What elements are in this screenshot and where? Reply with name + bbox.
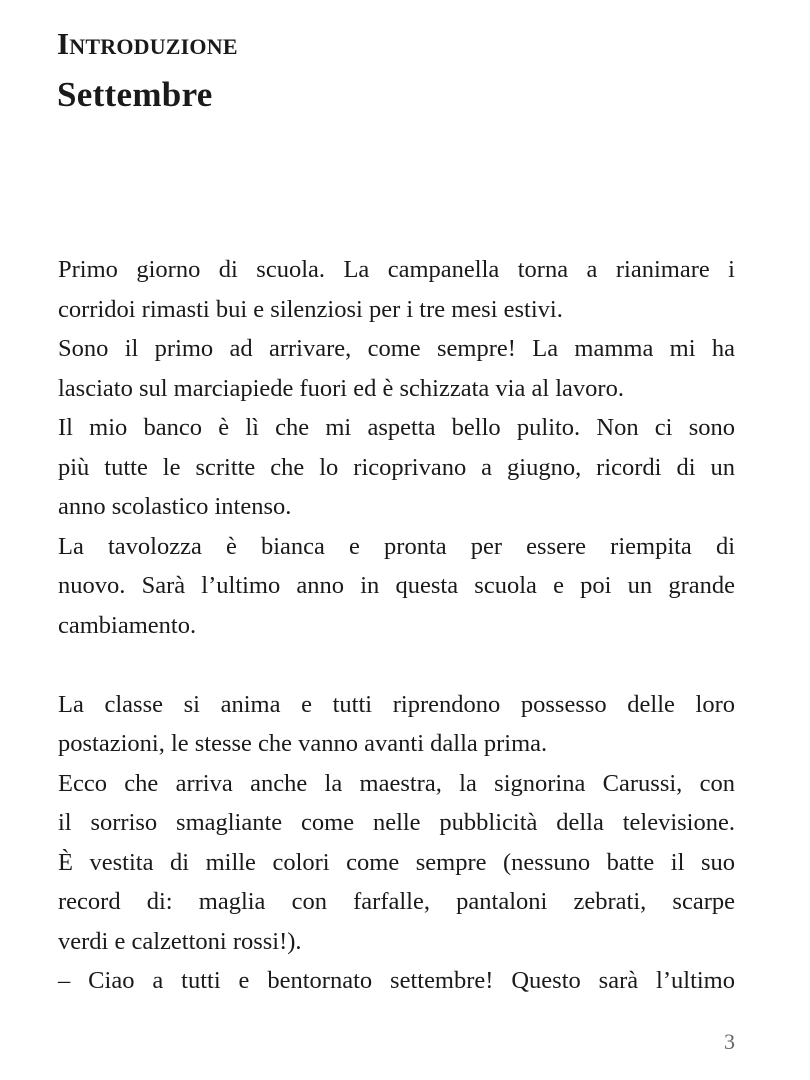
text-line: cambiamento. [58,611,197,639]
text-line: verdi e calzettoni rossi!). [58,927,302,955]
text-line: Il mio banco è lì che mi aspetta bello pulito. Non ci sono [58,414,735,441]
text-line: più tutte le scritte che lo ricoprivano a giugno, ricordi di un [58,453,735,481]
text-line: corridoi rimasti bui e silenziosi per i tre mesi estivi. [58,295,563,323]
text-line: Sono il primo ad arrivare, come sempre! La mamma mi ha [58,335,735,362]
text-line: La classe si anima e tutti riprendono possesso delle loro [58,690,735,718]
text-line: anno scolastico intenso. [58,493,292,520]
text-line: – Ciao a tutti e bentornato settembre! Questo sarà l’ultimo [58,967,735,994]
text-line: È vestita di mille colori come sempre (nessuno batte il suo [58,848,735,876]
page-number: 3 [724,1029,735,1054]
text-line: Primo giorno di scuola. La campanella torna a rianimare i [58,256,735,283]
text-line: nuovo. Sarà l’ultimo anno in questa scuola e poi un grande [58,572,735,599]
chapter-label: Introduzione [57,26,238,61]
text-line: postazioni, le stesse che vanno avanti dalla prima. [58,730,548,757]
paragraph-break [58,645,735,685]
chapter-title: Settembre [57,75,213,114]
text-line: record di: maglia con farfalle, pantaloni zebrati, scarpe [58,888,735,915]
body-text [58,250,735,1001]
text-line: Ecco che arriva anche la maestra, la signorina Carussi, con [58,769,735,797]
text-line: lasciato sul marciapiede fuori ed è schizzata via al lavoro. [58,374,624,402]
text-line: La tavolozza è bianca e pronta per essere riempita di [58,532,735,560]
text-line: il sorriso smagliante come nelle pubblicità della televisione. [58,809,735,836]
